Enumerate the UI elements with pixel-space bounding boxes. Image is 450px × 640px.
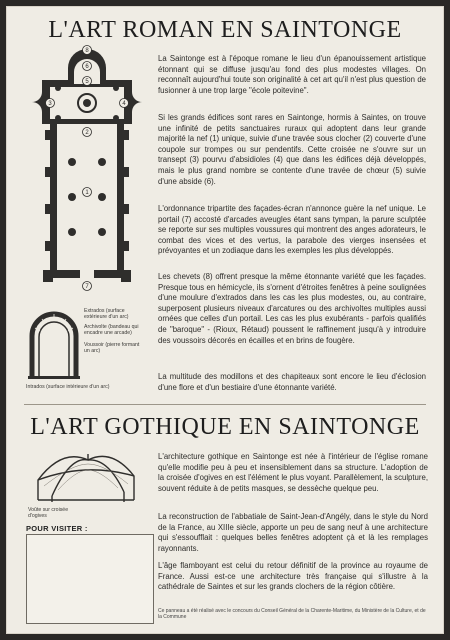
church-floor-plan — [28, 42, 146, 292]
gothic-paragraph-1: L'architecture gothique en Saintonge est née à l'intérieur de l'église romane qu'elle modifie peu à peu et insensiblement dans sa structure. L'adoption de la croisée d'ogives en est l'élément le plus voyant. Parallèlement, la sculpture, souvent réduite à de petits masques, se dessèche quelque peu. — [158, 452, 428, 493]
gothic-paragraph-3: L'âge flamboyant est celui du retour définitif de la province au royaume de France. Aussi est-ce une architecture très française qui s'illustre à la cathédrale de Saintes et sur les grands clochers de la région côtière. — [158, 561, 428, 592]
plan-label-6: 6 — [85, 64, 89, 70]
caption-extrados: Extrados (surface extérieure d'un arc) — [84, 308, 129, 321]
roman-paragraph-3: L'ordonnance tripartite des façades-écran n'annonce guère la nef unique. Le portail (7) accosté d'arcades aveugles étant sans tympan, la parure sculptée se reporte sur ses multiples voussures qui montrent des anges adorateurs, le combat des vices et des vertus, la parabole des vierges insensées et prévoyantes et un zodiaque dans les exemples les plus développés. — [158, 204, 426, 256]
section-divider — [24, 404, 426, 405]
plan-label-3: 3 — [48, 101, 52, 107]
plan-label-4: 4 — [122, 101, 126, 107]
visit-label: POUR VISITER : — [26, 524, 88, 533]
roman-paragraph-1: La Saintonge est à l'époque romane le lieu d'un épanouissement artistique étonnant qui se diffuse jusqu'au fond des plus modestes villages. On reconnaît aujourd'hui toute son originalité à cet art qu'il n'est plus question de fusionner à une trop large "école poitevine". — [158, 54, 426, 95]
plan-label-7: 7 — [85, 284, 89, 290]
caption-voussoir: Voussoir (pierre formant un arc) — [84, 342, 140, 355]
gothic-title: L'ART GOTHIQUE EN SAINTONGE — [30, 414, 420, 440]
roman-paragraph-4: Les chevets (8) offrent presque la même étonnante variété que les façades. Presque tous en hémicycle, ils s'ornent d'étroites fenêtres à peine soulignées d'une moulure d'extrados dans les cas les plus modestes, ou, au contraire, superposent plusieurs niveaux d'arcatures ou des archivoltes multiples aussi ornées que celles d'un portail. Les cas les plus exubérants - parfois qualifiés de "baroque" - (Rioux, Rétaud) poussent le raffinement jusqu'à y introduire des voussoirs décorés en écailles et en brins de fougère. — [158, 272, 426, 345]
caption-archivolte: Archivolte (bandeau qui encadre une arcade) — [84, 324, 139, 337]
rib-vault-icon — [32, 446, 140, 504]
plan-label-8: 8 — [85, 48, 89, 54]
plan-label-5: 5 — [85, 79, 89, 85]
footer-credits: Ce panneau a été réalisé avec le concours du Conseil Général de la Charente-Maritime, du Ministère de la Culture, et de la Commune — [158, 608, 426, 620]
plan-label-2: 2 — [85, 130, 89, 136]
visit-info-box — [26, 534, 154, 624]
gothic-paragraph-2: La reconstruction de l'abbatiale de Saint-Jean-d'Angély, dans le style du Nord de la France, au XIIIe siècle, apporte un peu de sang neuf à une architecture qui s'essoufflait : quelques belles fenêtres adoptent çà et là les remplages rayonnants. — [158, 512, 428, 553]
roman-paragraph-5: La multitude des modillons et des chapiteaux sont encore le lieu d'éclosion d'une flore et d'un bestiaire d'une étonnante variété. — [158, 372, 426, 392]
caption-vault: Voûte sur croisée d'ogives — [28, 507, 69, 520]
caption-intrados: Intrados (surface intérieure d'un arc) — [26, 384, 110, 390]
roman-paragraph-2: Si les grands édifices sont rares en Saintonge, hormis à Saintes, on trouve une infinité de petits sanctuaires ruraux qui adoptent dans leur grande majorité la nef (1) unique, suivie d'une travée sous clocher (2) couverte d'une coupole sur trompes ou sur pendentifs. Cette croisée ne s'ouvre sur un transept (3) pourvu d'absidioles (4) que dans les édifices déjà développés, mais le plus grand nombre se contente d'une travée de chœur (5) suivie d'une abside (6). — [158, 113, 426, 186]
roman-title: L'ART ROMAN EN SAINTONGE — [48, 17, 402, 43]
plan-label-1: 1 — [85, 190, 89, 196]
arch-diagram-icon — [28, 306, 80, 380]
information-panel — [6, 6, 444, 634]
